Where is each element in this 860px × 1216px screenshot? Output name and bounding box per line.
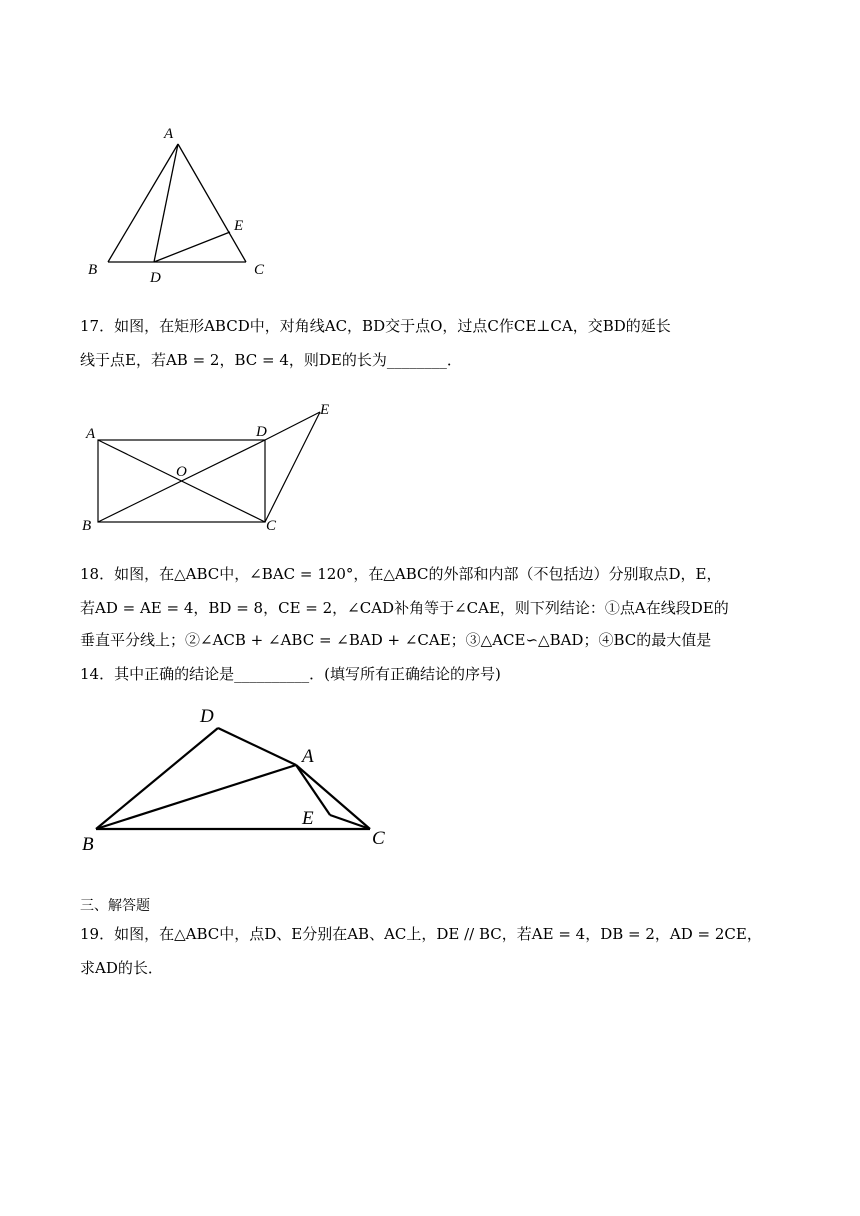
q18-line-1 [80,564,780,584]
label-a: A [86,426,96,442]
q19-text-2: 求AD的长． [80,959,163,977]
q17-number: 17． [80,317,115,335]
figure-triangle-ade [80,120,280,290]
segment-ac [178,144,246,262]
q19-number: 19． [80,925,115,943]
label-e: E [302,808,314,829]
q18-line-4 [80,664,780,684]
figure-triangle-dabc [80,700,400,860]
label-a: A [164,126,174,142]
q18-line-3 [80,630,780,650]
q17-line-1 [80,316,780,336]
q19-text-1: 如图，在△ABC中，点D、E分别在AB、AC上，DE // BC，若AE = 4，DB = 2，AD = 2CE， [114,925,762,943]
label-e: E [234,218,244,234]
figure-rectangle [80,400,350,540]
label-c: C [254,262,265,278]
q17-text-2: 线于点E，若AB = 2，BC = 4，则DE的长为________． [80,351,462,369]
segment-ba [96,765,296,829]
label-d: D [256,424,267,440]
label-c: C [266,518,277,534]
q19-line-2 [80,958,780,978]
label-b: B [88,262,98,278]
section-heading: 三、解答题 [80,898,150,914]
segment-ec [330,815,370,829]
q18-text-3: 垂直平分线上；②∠ACB + ∠ABC = ∠BAD + ∠CAE；③△ACE∽△BAD；④BC的最大值是 [80,631,712,649]
label-e: E [320,402,330,418]
q18-text-1: 如图，在△ABC中，∠BAC = 120°，在△ABC的外部和内部（不包括边）分别取点D，E， [114,565,722,583]
q17-text-1: 如图，在矩形ABCD中，对角线AC，BD交于点O，过点C作CE⊥CA，交BD的延长 [114,317,671,335]
label-a: A [302,746,314,767]
segment-ad [154,144,178,262]
segment-bd [96,728,218,829]
label-b: B [82,518,92,534]
label-d: D [200,706,214,727]
q18-text-2: 若AD = AE = 4，BD = 8，CE = 2，∠CAD补角等于∠CAE，则下列结论：①点A在线段DE的 [80,599,729,617]
figure-1-svg [80,120,280,290]
segment-ab [108,144,178,262]
figure-3-svg [80,700,400,860]
label-b: B [82,834,94,855]
q18-text-4: 14．其中正确的结论是__________．(填写所有正确结论的序号) [80,665,501,683]
q17-line-2 [80,350,780,370]
label-c: C [372,828,385,849]
segment-de [154,232,230,262]
segment-da [218,728,296,765]
q19-line-1 [80,924,780,944]
figure-2-svg [80,400,350,540]
q18-number: 18． [80,565,115,583]
segment-de [265,412,320,440]
segment-ce [265,412,320,522]
label-d: D [150,270,161,286]
label-o: O [176,464,187,480]
q18-line-2 [80,598,780,618]
